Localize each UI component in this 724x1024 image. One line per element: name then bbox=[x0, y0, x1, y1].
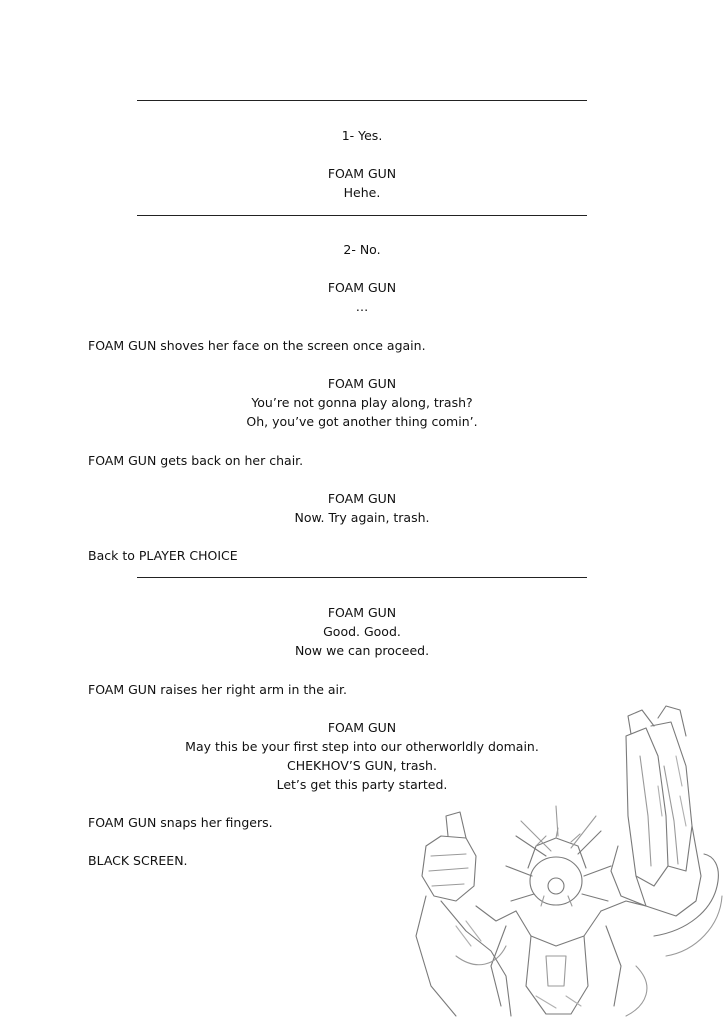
dialogue-line: … bbox=[355, 299, 369, 314]
dialogue-line: Good. Good. bbox=[323, 624, 401, 639]
divider-line bbox=[137, 215, 587, 216]
dialogue-line: Now. Try again, trash. bbox=[294, 510, 430, 525]
dialogue-line: You’re not gonna play along, trash? bbox=[251, 395, 473, 410]
character-sketch-illustration bbox=[396, 696, 724, 1024]
dialogue-line: Hehe. bbox=[343, 185, 381, 200]
action-line: Back to PLAYER CHOICE bbox=[88, 548, 238, 563]
choice-yes: 1- Yes. bbox=[341, 128, 383, 143]
character-name: FOAM GUN bbox=[327, 166, 397, 181]
dialogue-line: Now we can proceed. bbox=[294, 643, 430, 658]
choice-no: 2- No. bbox=[343, 242, 381, 257]
dialogue-line: May this be your first step into our otherworldly domain. bbox=[185, 739, 539, 754]
divider-line bbox=[137, 577, 587, 578]
divider-line bbox=[137, 100, 587, 101]
action-line: FOAM GUN gets back on her chair. bbox=[88, 453, 304, 468]
dialogue-line: Let’s get this party started. bbox=[276, 777, 448, 792]
character-name: FOAM GUN bbox=[327, 376, 397, 391]
character-name: FOAM GUN bbox=[327, 720, 397, 735]
dialogue-line: CHEKHOV’S GUN, trash. bbox=[287, 758, 437, 773]
action-line: FOAM GUN snaps her fingers. bbox=[88, 815, 273, 830]
dialogue-line: Oh, you’ve got another thing comin’. bbox=[246, 414, 478, 429]
character-name: FOAM GUN bbox=[327, 605, 397, 620]
action-line: FOAM GUN raises her right arm in the air. bbox=[88, 682, 347, 697]
character-name: FOAM GUN bbox=[327, 280, 397, 295]
character-name: FOAM GUN bbox=[327, 491, 397, 506]
action-line: FOAM GUN shoves her face on the screen once again. bbox=[88, 338, 426, 353]
action-line: BLACK SCREEN. bbox=[88, 853, 188, 868]
